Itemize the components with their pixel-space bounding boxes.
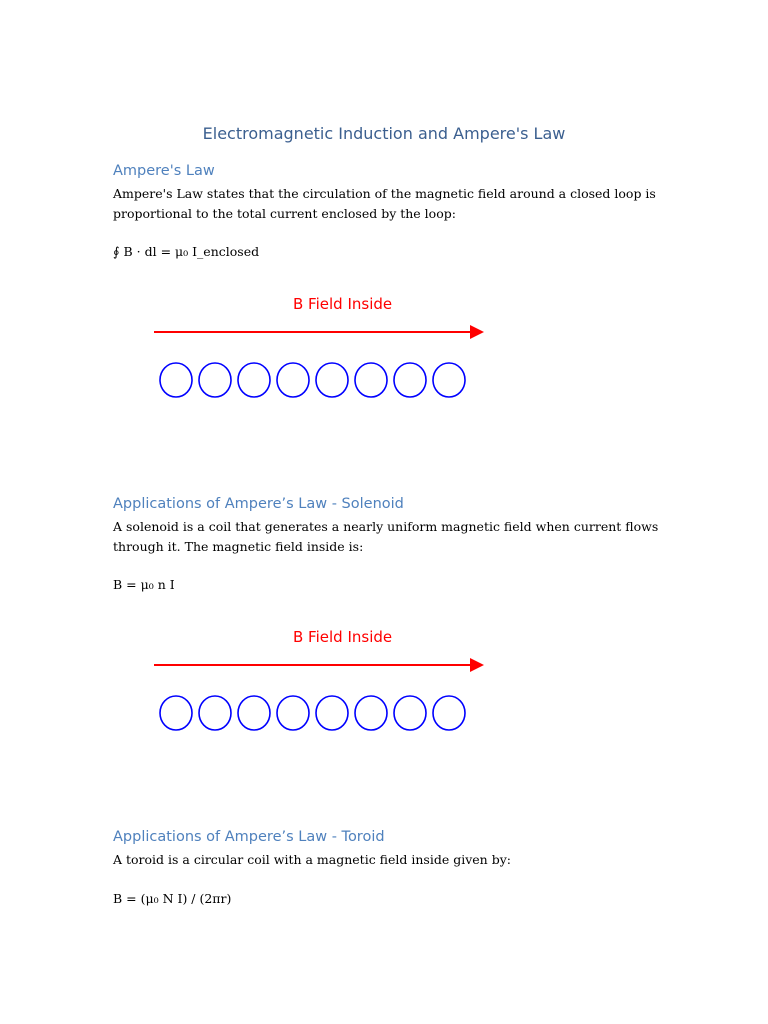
coil-loop — [355, 363, 387, 397]
coil-loop — [316, 363, 348, 397]
section-paragraph-amperes-law: Ampere's Law states that the circulation of the magnetic field around a closed loop is proportional to the total current enclosed by the loop: — [113, 186, 656, 221]
coil-loop — [433, 363, 465, 397]
coil-loop — [160, 696, 192, 730]
page-title: Electromagnetic Induction and Ampere's Law — [202, 124, 566, 143]
section-heading-solenoid: Applications of Ampere’s Law - Solenoid — [113, 496, 404, 512]
coil-loop — [394, 363, 426, 397]
coil-loop — [238, 696, 270, 730]
coil-loop — [394, 696, 426, 730]
coil-loop — [355, 696, 387, 730]
coil-loop — [277, 363, 309, 397]
section-heading-amperes-law: Ampere's Law — [113, 163, 215, 179]
diagram-label: B Field Inside — [293, 628, 393, 646]
field-arrow-head — [470, 325, 484, 339]
coil-loop — [199, 696, 231, 730]
coil-loop — [277, 696, 309, 730]
coil-loop — [199, 363, 231, 397]
formula-toroid: B = (μ₀ N I) / (2πr) — [113, 891, 232, 906]
formula-solenoid: B = μ₀ n I — [113, 577, 175, 592]
coil-loop — [316, 696, 348, 730]
solenoid-diagram-1 — [140, 285, 500, 405]
formula-amperes-law: ∮ B · dl = μ₀ I_enclosed — [113, 244, 260, 259]
coil-loops — [160, 363, 465, 397]
field-arrow-head — [470, 658, 484, 672]
solenoid-diagram-2 — [140, 618, 500, 738]
section-heading-toroid: Applications of Ampere’s Law - Toroid — [113, 829, 385, 845]
diagram-label: B Field Inside — [293, 295, 393, 313]
coil-loops — [160, 696, 465, 730]
coil-loop — [238, 363, 270, 397]
section-paragraph-toroid: A toroid is a circular coil with a magnetic field inside given by: — [113, 852, 511, 867]
coil-loop — [433, 696, 465, 730]
section-paragraph-solenoid: A solenoid is a coil that generates a nearly uniform magnetic field when current flows through it. The magnetic field inside is: — [113, 519, 659, 554]
coil-loop — [160, 363, 192, 397]
